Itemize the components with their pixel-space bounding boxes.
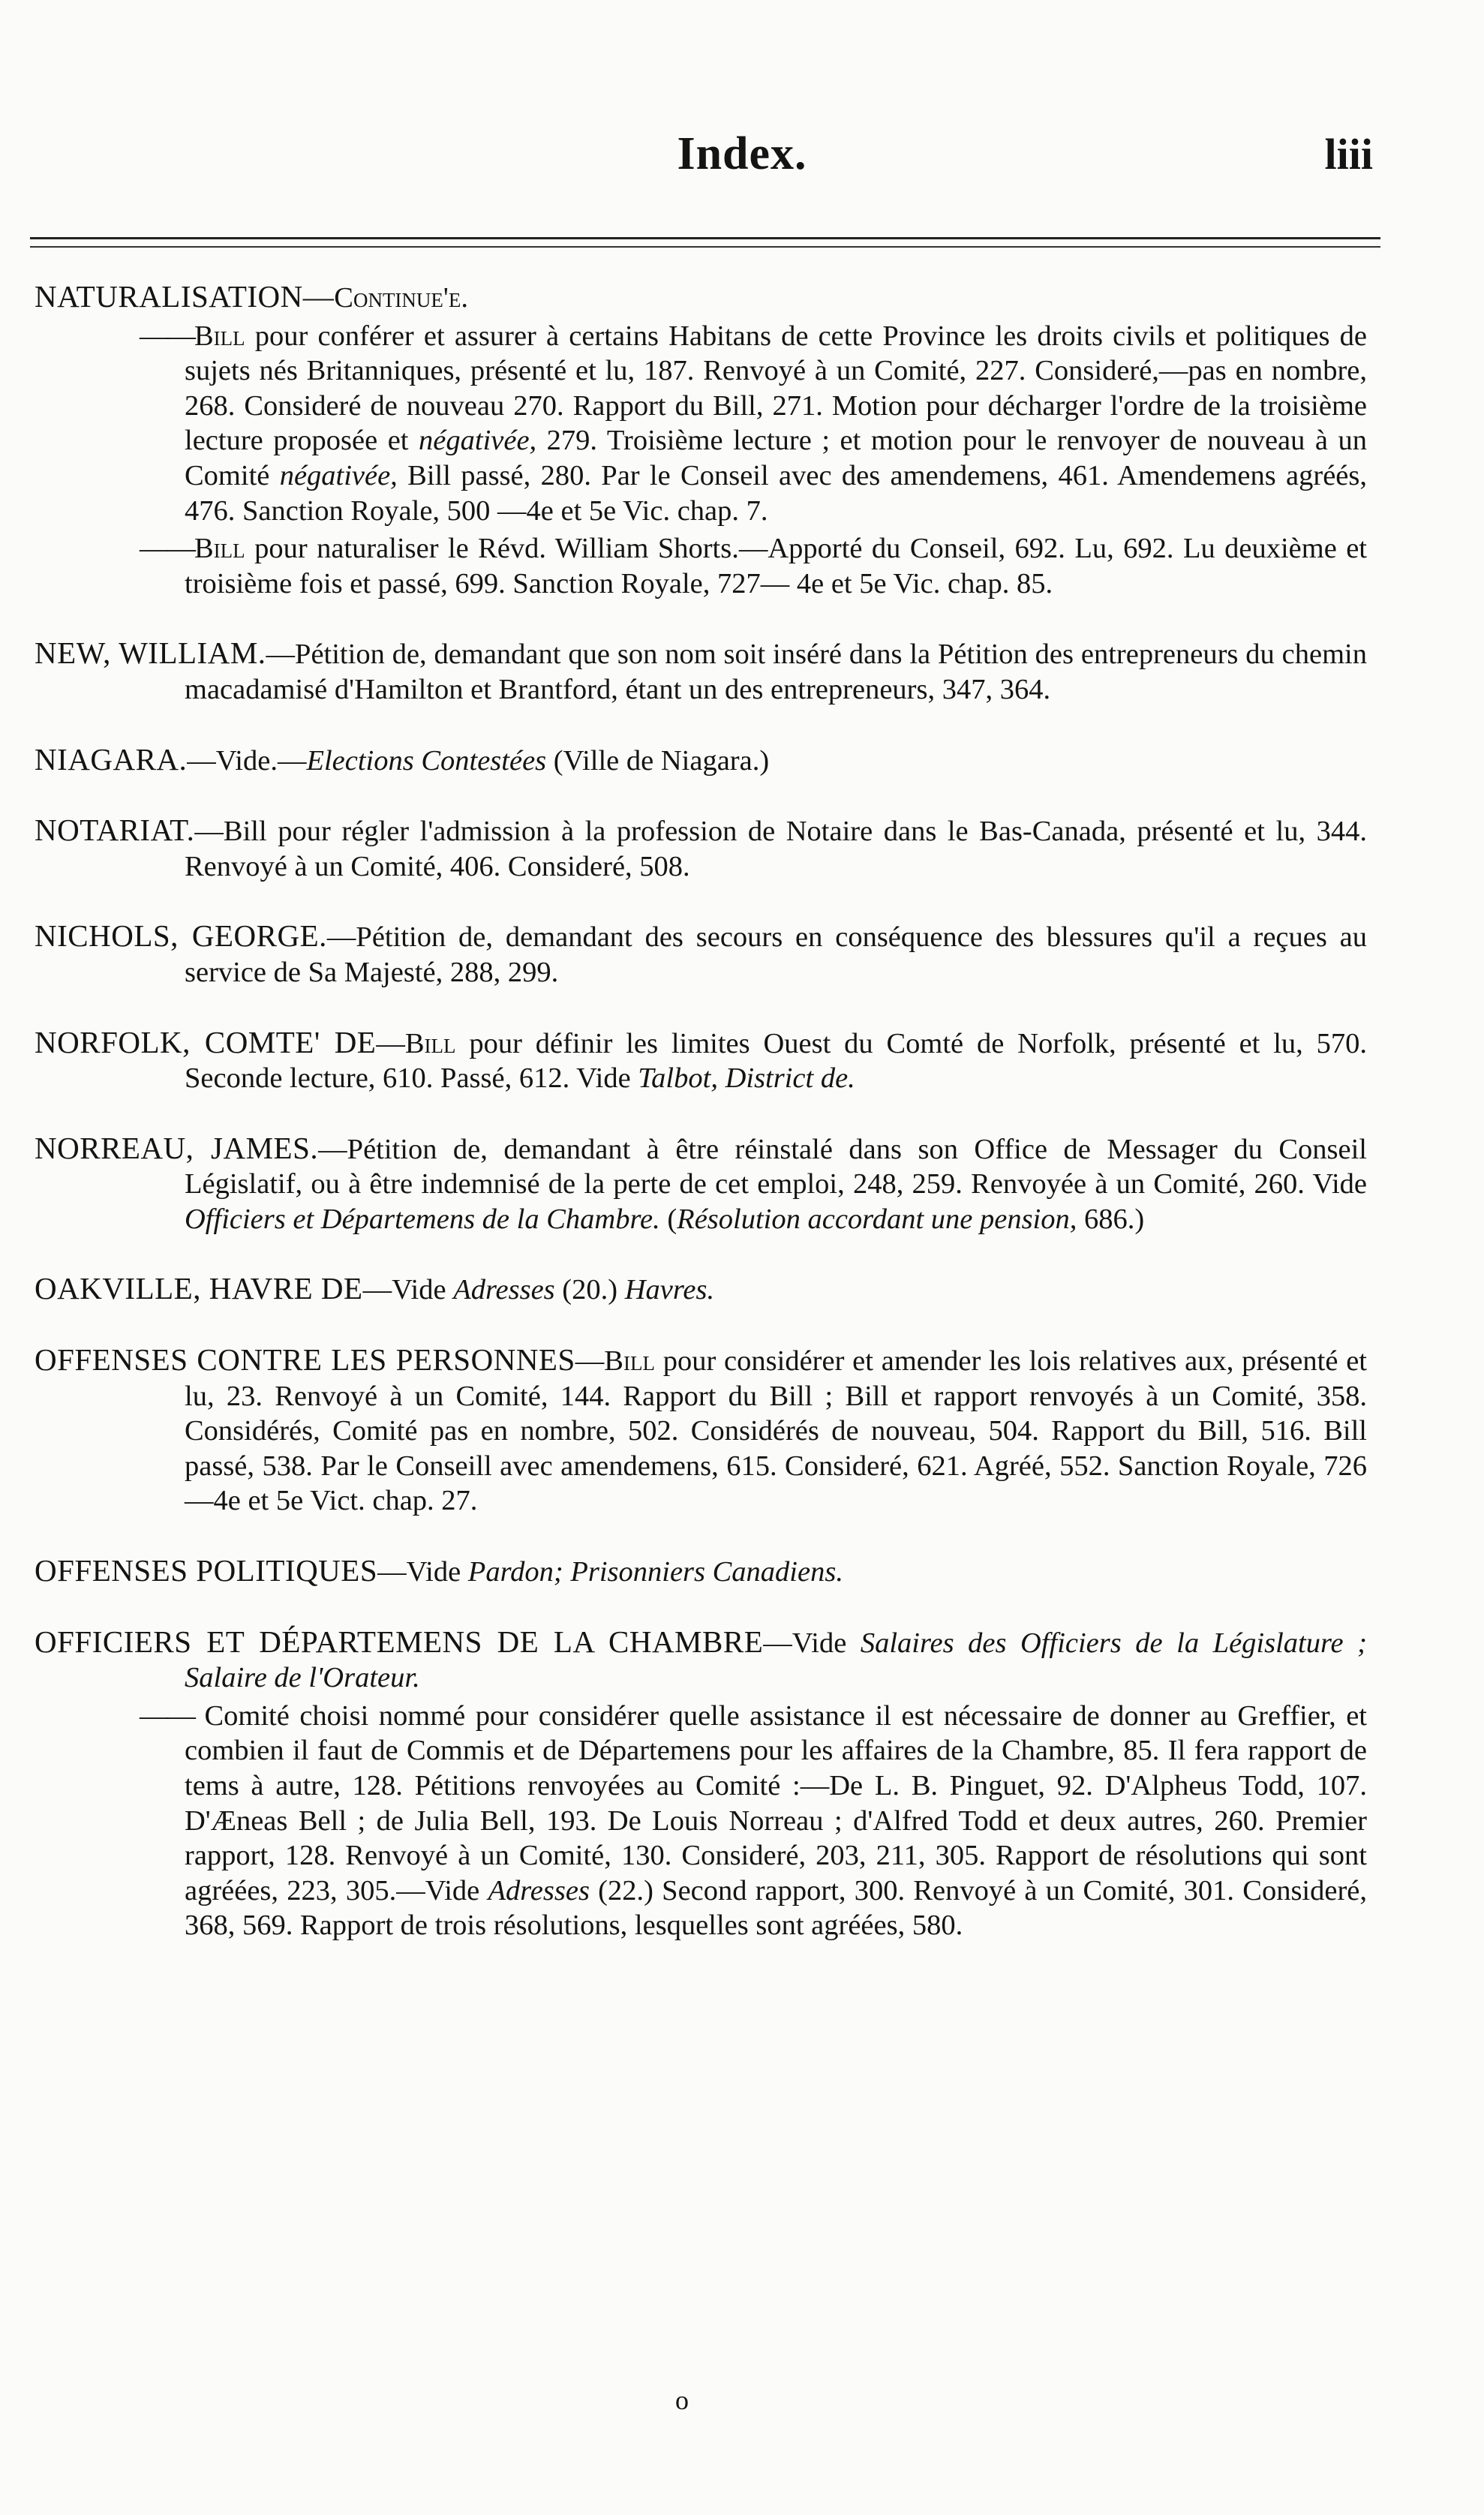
entry-heading: OAKVILLE, HAVRE DE [35, 1271, 363, 1306]
entry-heading: OFFENSES CONTRE LES PERSONNES [35, 1342, 575, 1378]
entry-heading: NOTARIAT. [35, 813, 195, 848]
index-entry-oakville: OAKVILLE, HAVRE DE—Vide Adresses (20.) Havres. [35, 1271, 715, 1306]
entry-heading: OFFICIERS ET DÉPARTEMENS DE LA CHAMBRE [35, 1624, 764, 1659]
entry-heading: NICHOLS, GEORGE. [35, 918, 327, 954]
index-entry-niagara: NIAGARA.—Vide.—Elections Contestées (Ville de Niagara.) [35, 741, 770, 777]
index-entry-norreau-james: NORREAU, JAMES.—Pétition de, demandant à être réinstalé dans son Office de Messager du Conseil Législatif, ou à être indemnisé de la perte de cet emploi, 248, 259. Renvoyée à un Comité, 260. Vide Officiers et Départemens de la Chambre. (Résolution accordant une pension, 686.) [35, 1130, 1367, 1235]
index-entry-norfolk: NORFOLK, COMTE' DE—Bill pour définir les limites Ouest du Comté de Norfolk, présenté et lu, 570. Seconde lecture, 610. Passé, 612. Vide Talbot, District de. [35, 1024, 1367, 1095]
index-entry-notariat: NOTARIAT.—Bill pour régler l'admission à la profession de Notaire dans le Bas-Canada, présenté et lu, 344. Renvoyé à un Comité, 406. Consideré, 508. [35, 813, 1367, 882]
entry-heading: NATURALISATION— [35, 279, 335, 314]
sub-entry: ——Bill pour conférer et assurer à certains Habitans de cette Province les droits civils et politiques de sujets nés Britanniques, présenté et lu, 187. Renvoyé à un Comité, 227. Consideré,—pas en nombre, 268. Consideré de nouveau 270. Rapport du Bill, 271. Motion pour décharger l'ordre de la troisième lecture proposée et négativée, 279. Troisième lecture ; et motion pour le renvoyer de nouveau à un Comité négativée, Bill passé, 280. Par le Conseil avec des amendemens, 461. Amendemens agréés, 476. Sanction Royale, 500 —4e et 5e Vic. chap. 7. [140, 320, 1367, 527]
entry-heading: NIAGARA. [35, 741, 188, 777]
entry-heading-continued: Continue'e. [334, 282, 468, 314]
entry-heading: NORFOLK, COMTE' DE [35, 1024, 377, 1059]
index-entry-officiers-departemens: OFFICIERS ET DÉPARTEMENS DE LA CHAMBRE—Vide Salaires des Officiers de la Législature ; Salaire de l'Orateur. —— Comité choisi nommé pour considérer quelle assistance il est nécessaire de donner au Greffier, et combien il faut de Commis et de Départemens pour les affaires de la Chambre, 85. Il fera rapport de tems à autre, 128. Pétitions renvoyées au Comité :—De L. B. Pinguet, 92. D'Alpheus Todd, 107. D'Æneas Bell ; de Julia Bell, 193. De Louis Norreau ; d'Alfred Todd et deux autres, 260. Premier rapport, 128. Renvoyé à un Comité, 130. Consideré, 203, 211, 305. Rapport de résolutions qui sont agréées, 223, 305.—Vide Adresses (22.) Second rapport, 300. Renvoyé à un Comité, 301. Consideré, 368, 569. Rapport de trois résolutions, lesquelles sont agréées, 580. [35, 1624, 1367, 1943]
index-entries [35, 279, 1367, 1961]
page-title: Index. [677, 128, 807, 179]
index-entry-offenses-politiques: OFFENSES POLITIQUES—Vide Pardon; Prisonniers Canadiens. [35, 1553, 843, 1588]
entry-heading: OFFENSES POLITIQUES [35, 1553, 378, 1588]
index-entry-nichols-george: NICHOLS, GEORGE.—Pétition de, demandant des secours en conséquence des blessures qu'il a reçues au service de Sa Majesté, 288, 299. [35, 918, 1367, 988]
entry-heading: NORREAU, JAMES. [35, 1130, 319, 1165]
footer-mark: o [675, 2385, 689, 2415]
index-entry-naturalisation [35, 279, 1367, 601]
page-header [0, 113, 1484, 188]
sub-entry: —— Comité choisi nommé pour considérer quelle assistance il est nécessaire de donner au Greffier, et combien il faut de Commis et de Départemens pour les affaires de la Chambre, 85. Il fera rapport de tems à autre, 128. Pétitions renvoyées au Comité :—De L. B. Pinguet, 92. D'Alpheus Todd, 107. D'Æneas Bell ; de Julia Bell, 193. De Louis Norreau ; d'Alfred Todd et deux autres, 260. Premier rapport, 128. Renvoyé à un Comité, 130. Consideré, 203, 211, 305. Rapport de résolutions qui sont agréées, 223, 305.—Vide Adresses (22.) Second rapport, 300. Renvoyé à un Comité, 301. Consideré, 368, 569. Rapport de trois résolutions, lesquelles sont agréées, 580. [140, 1699, 1367, 1942]
header-rule-thin [30, 246, 1380, 248]
index-entry-offenses-personnes: OFFENSES CONTRE LES PERSONNES—Bill pour considérer et amender les lois relatives aux, présenté et lu, 23. Renvoyé à un Comité, 144. Rapport du Bill ; Bill et rapport renvoyés à un Comité, 358. Considérés, Comité pas en nombre, 502. Considérés de nouveau, 504. Rapport du Bill, 516. Bill passé, 538. Par le Conseill avec amendemens, 615. Consideré, 621. Agréé, 552. Sanction Royale, 726—4e et 5e Vict. chap. 27. [35, 1342, 1367, 1517]
page-number: liii [1324, 130, 1373, 179]
sub-entry: ——Bill pour naturaliser le Révd. William Shorts.—Apporté du Conseil, 692. Lu, 692. Lu deuxième et troisième fois et passé, 699. Sanction Royale, 727— 4e et 5e Vic. chap. 85. [140, 533, 1367, 599]
index-entry-new-william: NEW, WILLIAM.—Pétition de, demandant que son nom soit inséré dans la Pétition des entrepreneurs du chemin macadamisé d'Hamilton et Brantford, étant un des entrepreneurs, 347, 364. [35, 636, 1367, 705]
header-rule-thick [30, 237, 1380, 239]
entry-heading: NEW, WILLIAM. [35, 636, 266, 671]
